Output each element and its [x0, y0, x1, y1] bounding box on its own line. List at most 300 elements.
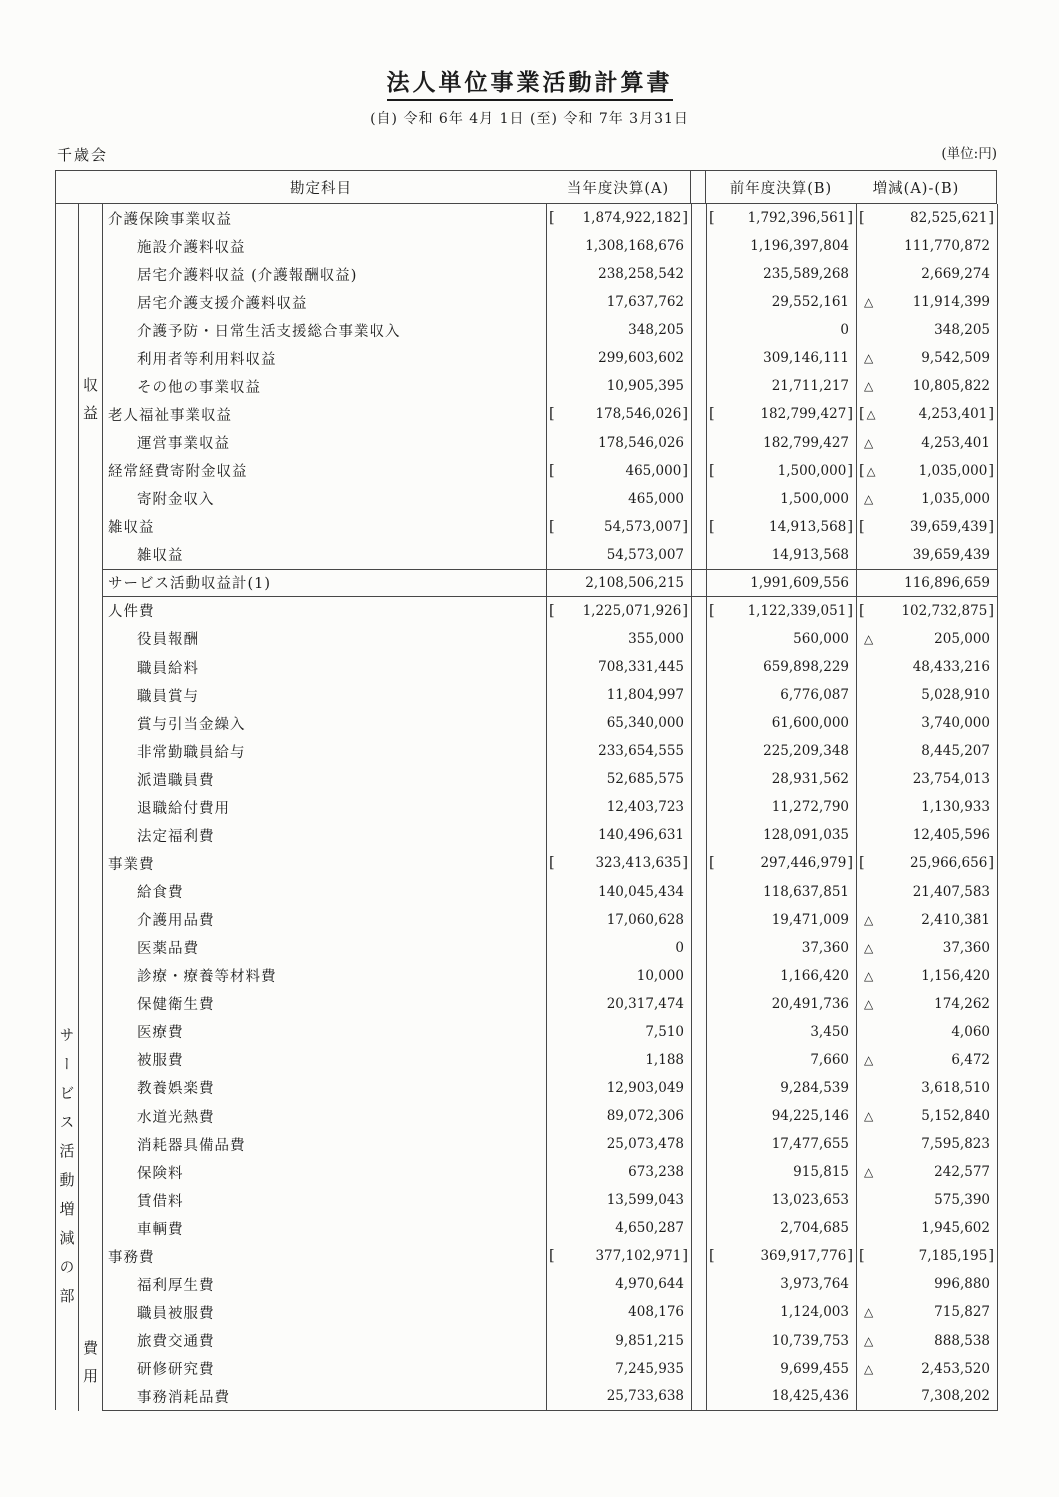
- amount-value: 37,360: [942, 939, 990, 956]
- account-name: 雑収益: [103, 513, 547, 541]
- column-gap: [692, 849, 707, 877]
- page-title: 法人単位事業活動計算書: [387, 64, 673, 101]
- column-gap: [692, 1074, 707, 1102]
- amount-value: 5,028,910: [921, 687, 990, 704]
- account-name: 医療費: [103, 1018, 547, 1046]
- table-body: [56, 204, 997, 1411]
- change-amount: [857, 990, 998, 1018]
- current-year-amount: [547, 934, 692, 962]
- close-bracket: ]: [988, 855, 994, 872]
- column-gap: [692, 569, 707, 597]
- current-year-amount: [547, 288, 692, 316]
- header-account: 勘定科目: [290, 180, 352, 197]
- change-amount: [857, 429, 998, 457]
- triangle-mark: △: [864, 351, 874, 366]
- amount-value: 1,124,003: [780, 1304, 849, 1321]
- change-amount: [857, 1242, 998, 1270]
- table-row: [103, 204, 998, 232]
- table-row: [103, 1327, 998, 1355]
- table-row: [103, 485, 998, 513]
- account-name: 経常経費寄附金収益: [103, 457, 547, 485]
- account-name: 非常勤職員給与: [103, 737, 547, 765]
- account-name: 保健衛生費: [103, 990, 547, 1018]
- column-gap: [692, 457, 707, 485]
- amount-value: 10,905,395: [606, 378, 684, 395]
- amount-value: 7,660: [810, 1051, 849, 1068]
- amount-value: 996,880: [934, 1276, 990, 1293]
- amount-value: 1,196,397,804: [750, 238, 849, 255]
- close-bracket: ]: [847, 1248, 853, 1265]
- current-year-amount: [547, 1158, 692, 1186]
- amount-value: 1,035,000: [918, 462, 988, 479]
- amount-value: 7,185,195: [918, 1248, 988, 1265]
- table-row: [103, 934, 998, 962]
- change-amount: [857, 569, 998, 597]
- account-name: 介護予防・日常生活支援総合事業収入: [103, 316, 547, 344]
- amount-value: 6,472: [951, 1051, 990, 1068]
- account-name: 法定福利費: [103, 821, 547, 849]
- table-row: [103, 400, 998, 428]
- current-year-amount: [547, 1102, 692, 1130]
- previous-year-amount: [707, 1102, 857, 1130]
- close-bracket: ]: [682, 1248, 688, 1265]
- column-gap: [692, 485, 707, 513]
- close-bracket: ]: [682, 518, 688, 535]
- change-amount: [857, 821, 998, 849]
- amount-value: 11,272,790: [771, 799, 849, 816]
- amount-value: 54,573,007: [606, 546, 684, 563]
- account-name: 雑収益: [103, 541, 547, 569]
- amount-value: 1,035,000: [921, 490, 990, 507]
- open-bracket: [: [549, 210, 555, 227]
- table-row: [103, 1186, 998, 1214]
- amount-value: 39,659,439: [910, 518, 988, 535]
- triangle-mark: △: [864, 379, 874, 394]
- column-gap: [692, 737, 707, 765]
- change-amount: [857, 709, 998, 737]
- triangle-mark: △: [864, 1305, 874, 1320]
- group-label-revenue: 収益: [81, 377, 99, 433]
- account-name: 職員給料: [103, 653, 547, 681]
- change-amount: [857, 316, 998, 344]
- previous-year-amount: [707, 457, 857, 485]
- column-gap: [692, 990, 707, 1018]
- current-year-amount: [547, 400, 692, 428]
- amount-value: 575,390: [934, 1192, 990, 1209]
- current-year-amount: [547, 457, 692, 485]
- header-current-year: 当年度決算(A): [546, 171, 691, 203]
- amount-value: 82,525,621: [910, 210, 988, 227]
- previous-year-amount: [707, 934, 857, 962]
- account-name: 事務費: [103, 1242, 547, 1270]
- group-label-column: [79, 204, 103, 1411]
- change-amount: [857, 1186, 998, 1214]
- amount-value: 7,245,935: [615, 1360, 684, 1377]
- amount-value: 7,510: [645, 1023, 684, 1040]
- previous-year-amount: [707, 990, 857, 1018]
- amount-value: 52,685,575: [606, 771, 684, 788]
- table-row: [103, 1018, 998, 1046]
- change-amount: [857, 1355, 998, 1383]
- column-gap: [692, 793, 707, 821]
- open-bracket: [: [549, 462, 555, 479]
- column-gap: [692, 204, 707, 232]
- section-label-column: [56, 204, 79, 1411]
- amount-value: 205,000: [934, 630, 990, 647]
- current-year-amount: [547, 232, 692, 260]
- amount-value: 4,970,644: [615, 1276, 684, 1293]
- amount-value: 2,453,520: [921, 1360, 990, 1377]
- previous-year-amount: [707, 653, 857, 681]
- table-row: [103, 316, 998, 344]
- amount-value: 233,654,555: [598, 743, 684, 760]
- amount-value: 465,000: [628, 490, 684, 507]
- amount-value: 25,073,478: [606, 1136, 684, 1153]
- current-year-amount: [547, 793, 692, 821]
- previous-year-amount: [707, 541, 857, 569]
- column-gap: [692, 681, 707, 709]
- amount-value: 3,973,764: [780, 1276, 849, 1293]
- change-amount: [857, 934, 998, 962]
- account-name: 賞与引当金繰入: [103, 709, 547, 737]
- open-bracket: [: [859, 602, 865, 619]
- triangle-mark: △: [864, 1109, 874, 1124]
- amount-value: 174,262: [934, 995, 990, 1012]
- previous-year-amount: [707, 1214, 857, 1242]
- change-amount: [857, 288, 998, 316]
- triangle-mark: △: [864, 1333, 874, 1348]
- amount-value: 1,945,602: [921, 1220, 990, 1237]
- close-bracket: ]: [988, 462, 994, 479]
- table-row: [103, 372, 998, 400]
- account-name: 職員賞与: [103, 681, 547, 709]
- column-gap: [692, 1270, 707, 1298]
- change-amount: [857, 625, 998, 653]
- change-amount: [857, 344, 998, 372]
- table-row: [103, 429, 998, 457]
- column-gap: [692, 372, 707, 400]
- header-gap: [691, 171, 706, 203]
- amount-value: 4,060: [951, 1023, 990, 1040]
- current-year-amount: [547, 204, 692, 232]
- amount-value: 94,225,146: [771, 1108, 849, 1125]
- amount-value: 1,188: [645, 1051, 684, 1068]
- amount-value: 0: [675, 939, 684, 956]
- change-amount: [857, 457, 998, 485]
- amount-value: 9,851,215: [615, 1332, 684, 1349]
- current-year-amount: [547, 1130, 692, 1158]
- column-gap: [692, 962, 707, 990]
- previous-year-amount: [707, 260, 857, 288]
- amount-value: 54,573,007: [604, 518, 682, 535]
- previous-year-amount: [707, 1074, 857, 1102]
- change-amount: [857, 513, 998, 541]
- previous-year-amount: [707, 597, 857, 625]
- column-gap: [692, 1130, 707, 1158]
- current-year-amount: [547, 849, 692, 877]
- current-year-amount: [547, 962, 692, 990]
- account-name: 事務消耗品費: [103, 1383, 547, 1411]
- current-year-amount: [547, 1383, 692, 1411]
- column-gap: [692, 709, 707, 737]
- current-year-amount: [547, 541, 692, 569]
- previous-year-amount: [707, 1270, 857, 1298]
- close-bracket: ]: [847, 602, 853, 619]
- amount-value: 1,308,168,676: [585, 238, 684, 255]
- change-amount: [857, 653, 998, 681]
- change-amount: [857, 906, 998, 934]
- amount-value: 3,618,510: [921, 1079, 990, 1096]
- close-bracket: ]: [988, 210, 994, 227]
- amount-value: 10,000: [636, 967, 684, 984]
- triangle-mark: △: [864, 912, 874, 927]
- amount-value: 4,253,401: [921, 434, 990, 451]
- change-amount: [857, 962, 998, 990]
- close-bracket: ]: [988, 406, 994, 423]
- amount-value: 1,156,420: [921, 967, 990, 984]
- table-row: [103, 513, 998, 541]
- account-name: 医薬品費: [103, 934, 547, 962]
- total-row: [103, 569, 998, 597]
- amount-value: 7,595,823: [921, 1136, 990, 1153]
- account-name: 運営事業収益: [103, 429, 547, 457]
- account-name: 寄附金収入: [103, 485, 547, 513]
- current-year-amount: [547, 372, 692, 400]
- close-bracket: ]: [847, 855, 853, 872]
- column-gap: [692, 1018, 707, 1046]
- current-year-amount: [547, 316, 692, 344]
- previous-year-amount: [707, 1383, 857, 1411]
- amount-value: 37,360: [801, 939, 849, 956]
- close-bracket: ]: [682, 406, 688, 423]
- previous-year-amount: [707, 737, 857, 765]
- current-year-amount: [547, 1242, 692, 1270]
- change-amount: [857, 1158, 998, 1186]
- amount-value: 3,450: [810, 1023, 849, 1040]
- amount-value: 13,599,043: [606, 1192, 684, 1209]
- statement-table: [55, 170, 997, 1410]
- amount-value: 715,827: [934, 1304, 990, 1321]
- close-bracket: ]: [682, 462, 688, 479]
- previous-year-amount: [707, 1355, 857, 1383]
- change-amount: [857, 1102, 998, 1130]
- amount-value: 65,340,000: [606, 715, 684, 732]
- title-wrap: [0, 64, 1059, 101]
- table-row: [103, 821, 998, 849]
- amount-value: 28,931,562: [771, 771, 849, 788]
- amount-value: 182,799,427: [763, 434, 849, 451]
- amount-value: 465,000: [625, 462, 682, 479]
- section-label: サービス活動増減の部: [57, 1027, 76, 1317]
- column-gap: [692, 260, 707, 288]
- amount-value: 408,176: [628, 1304, 684, 1321]
- current-year-amount: [547, 1355, 692, 1383]
- table-row: [103, 1383, 998, 1411]
- close-bracket: ]: [847, 518, 853, 535]
- close-bracket: ]: [988, 602, 994, 619]
- previous-year-amount: [707, 513, 857, 541]
- previous-year-amount: [707, 316, 857, 344]
- account-name: 研修研究費: [103, 1355, 547, 1383]
- amount-value: 242,577: [934, 1164, 990, 1181]
- triangle-mark: △: [864, 1361, 874, 1376]
- table-row: [103, 1074, 998, 1102]
- account-name: 水道光熱費: [103, 1102, 547, 1130]
- current-year-amount: [547, 429, 692, 457]
- amount-value: 348,205: [628, 322, 684, 339]
- column-gap: [692, 1355, 707, 1383]
- amount-value: 182,799,427: [760, 406, 847, 423]
- amount-value: 25,733,638: [606, 1388, 684, 1405]
- amount-value: 1,500,000: [780, 490, 849, 507]
- previous-year-amount: [707, 793, 857, 821]
- amount-value: 2,108,506,215: [585, 574, 684, 591]
- account-name: 派遣職員費: [103, 765, 547, 793]
- amount-value: 673,238: [628, 1164, 684, 1181]
- amount-value: 21,711,217: [771, 378, 849, 395]
- fiscal-period: (自) 令和 6年 4月 1日 (至) 令和 7年 3月31日: [370, 111, 689, 127]
- amount-value: 9,699,455: [780, 1360, 849, 1377]
- account-name: その他の事業収益: [103, 372, 547, 400]
- open-bracket: [: [549, 855, 555, 872]
- column-gap: [692, 288, 707, 316]
- previous-year-amount: [707, 232, 857, 260]
- amount-value: 225,209,348: [763, 743, 849, 760]
- account-name: 福利厚生費: [103, 1270, 547, 1298]
- previous-year-amount: [707, 906, 857, 934]
- change-amount: [857, 681, 998, 709]
- account-name: 診療・療養等材料費: [103, 962, 547, 990]
- amount-value: 61,600,000: [771, 715, 849, 732]
- open-bracket: [: [709, 1248, 715, 1265]
- amount-value: 7,308,202: [921, 1388, 990, 1405]
- table-row: [103, 541, 998, 569]
- table-header-row: [56, 171, 997, 204]
- amount-value: 1,122,339,051: [747, 602, 847, 619]
- column-gap: [692, 400, 707, 428]
- table-row: [103, 906, 998, 934]
- change-amount: [857, 1327, 998, 1355]
- account-name: 賃借料: [103, 1186, 547, 1214]
- amount-value: 348,205: [934, 322, 990, 339]
- amount-value: 102,732,875: [901, 602, 988, 619]
- previous-year-amount: [707, 429, 857, 457]
- current-year-amount: [547, 485, 692, 513]
- current-year-amount: [547, 737, 692, 765]
- triangle-mark: △: [864, 1165, 874, 1180]
- column-gap: [692, 934, 707, 962]
- close-bracket: ]: [988, 1248, 994, 1265]
- change-amount: [857, 1018, 998, 1046]
- triangle-mark: △: [864, 491, 874, 506]
- table-row: [103, 653, 998, 681]
- column-gap: [692, 906, 707, 934]
- current-year-amount: [547, 821, 692, 849]
- column-gap: [692, 765, 707, 793]
- account-name: サービス活動収益計(1): [103, 569, 547, 597]
- account-name: 老人福祉事業収益: [103, 400, 547, 428]
- amount-value: 118,637,851: [763, 883, 849, 900]
- column-gap: [692, 1298, 707, 1326]
- amount-value: 13,023,653: [771, 1192, 849, 1209]
- amount-value: 915,815: [793, 1164, 849, 1181]
- current-year-amount: [547, 1298, 692, 1326]
- amount-value: 659,898,229: [763, 659, 849, 676]
- amount-value: 4,253,401: [918, 406, 988, 423]
- close-bracket: ]: [847, 210, 853, 227]
- amount-value: 9,542,509: [921, 350, 990, 367]
- amount-value: 297,446,979: [760, 855, 847, 872]
- change-amount: [857, 1214, 998, 1242]
- change-amount: [857, 1383, 998, 1411]
- amount-value: 17,637,762: [606, 294, 684, 311]
- column-gap: [692, 821, 707, 849]
- current-year-amount: [547, 1214, 692, 1242]
- current-year-amount: [547, 878, 692, 906]
- amount-value: 9,284,539: [780, 1079, 849, 1096]
- amount-value: 0: [840, 322, 849, 339]
- account-name: 退職給付費用: [103, 793, 547, 821]
- current-year-amount: [547, 569, 692, 597]
- amount-value: 23,754,013: [912, 771, 990, 788]
- change-amount: [857, 400, 998, 428]
- current-year-amount: [547, 513, 692, 541]
- amount-value: 17,060,628: [606, 911, 684, 928]
- column-gap: [692, 625, 707, 653]
- amount-value: 2,704,685: [780, 1220, 849, 1237]
- amount-value: 1,500,000: [777, 462, 847, 479]
- previous-year-amount: [707, 1186, 857, 1214]
- current-year-amount: [547, 1046, 692, 1074]
- column-gap: [692, 1383, 707, 1411]
- triangle-mark: △: [864, 968, 874, 983]
- amount-value: 12,403,723: [606, 799, 684, 816]
- change-amount: [857, 737, 998, 765]
- change-amount: [857, 1074, 998, 1102]
- account-name: 消耗器具備品費: [103, 1130, 547, 1158]
- account-name: 居宅介護料収益 (介護報酬収益): [103, 260, 547, 288]
- open-bracket: [: [709, 855, 715, 872]
- table-row: [103, 625, 998, 653]
- amount-value: 48,433,216: [912, 659, 990, 676]
- amount-value: 140,045,434: [598, 883, 684, 900]
- previous-year-amount: [707, 1130, 857, 1158]
- amount-value: 116,896,659: [904, 574, 990, 591]
- amount-value: 111,770,872: [904, 238, 990, 255]
- table-row: [103, 793, 998, 821]
- change-amount: [857, 765, 998, 793]
- close-bracket: ]: [682, 602, 688, 619]
- column-gap: [692, 1214, 707, 1242]
- amount-value: 3,740,000: [921, 715, 990, 732]
- open-bracket: [ △: [859, 462, 876, 479]
- change-amount: [857, 849, 998, 877]
- open-bracket: [: [549, 406, 555, 423]
- account-name: 人件費: [103, 597, 547, 625]
- previous-year-amount: [707, 1242, 857, 1270]
- table-row: [103, 457, 998, 485]
- amount-value: 89,072,306: [606, 1108, 684, 1125]
- amount-value: 1,991,609,556: [750, 574, 849, 591]
- change-amount: [857, 878, 998, 906]
- table-row: [103, 709, 998, 737]
- amount-value: 21,407,583: [912, 883, 990, 900]
- open-bracket: [: [709, 406, 715, 423]
- previous-year-amount: [707, 1327, 857, 1355]
- table-row: [103, 990, 998, 1018]
- table-row: [103, 765, 998, 793]
- column-gap: [692, 316, 707, 344]
